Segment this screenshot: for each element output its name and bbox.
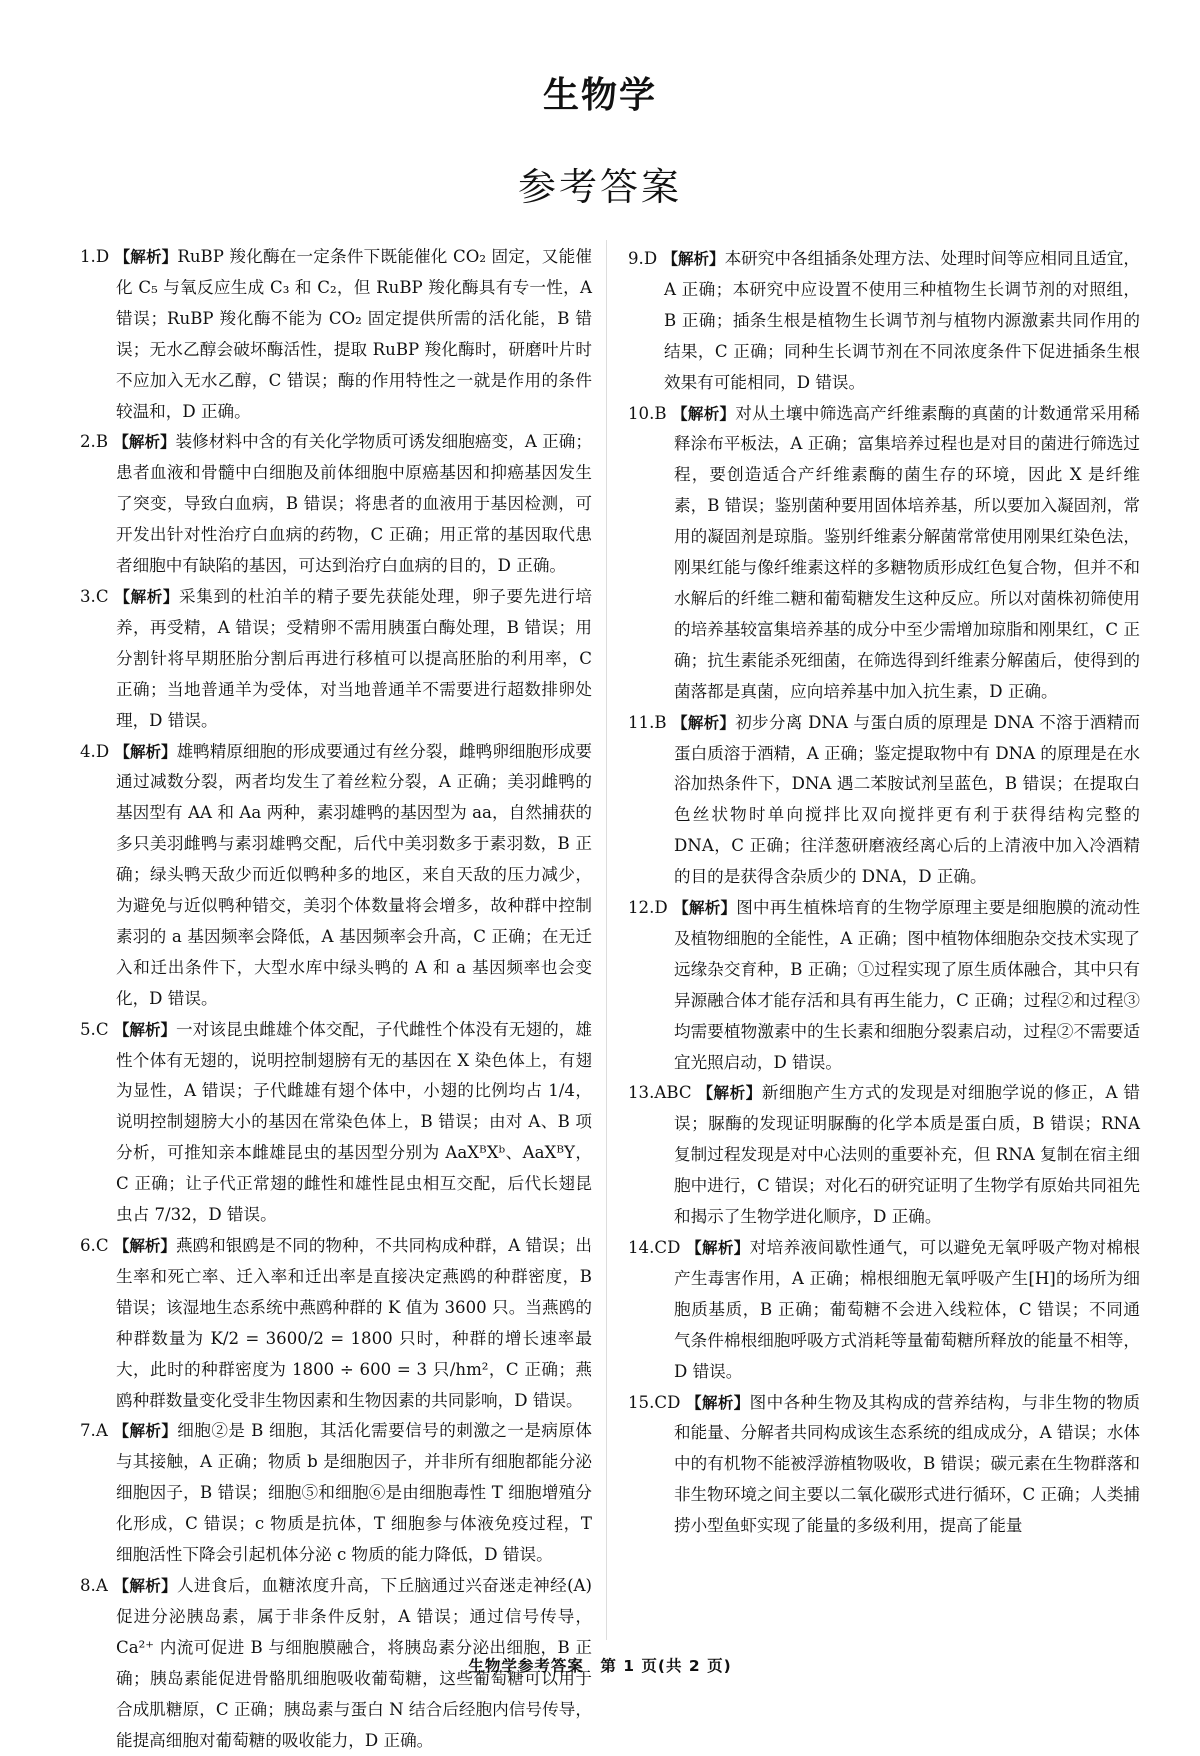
answer-item-6: 6.C 【解析】燕鸥和银鸥是不同的物种，不共同构成种群，A 错误；出生率和死亡率、迁入率和迁出率是直接决定燕鸥的种群密度，B 错误；该湿地生态系统中燕鸥种群的 K 值为 3600 只。当燕鸥的种群数量为 K/2 = 3600/2 = 1800 只时，种群的增长速率最大，此时的种群密度为 1800 ÷ 600 = 3 只/hm²，C 正确；燕鸥种群数量变化受非生物因素和生物因素的共同影响，D 错误。 bbox=[80, 1236, 592, 1410]
answers-column-right bbox=[628, 244, 1140, 1542]
answer-item-4: 4.D 【解析】雄鸭精原细胞的形成要通过有丝分裂，雌鸭卵细胞形成要通过减数分裂，两者均发生了着丝粒分裂，A 正确；美羽雌鸭的基因型有 AA 和 Aa 两种，素羽雄鸭的基因型为 aa，自然捕获的多只美羽雌鸭与素羽雄鸭交配，后代中美羽数多于素羽数，B 正确；绿头鸭天敌少而近似鸭种多的地区，来自天敌的压力减少，为避免与近似鸭种错交，美羽个体数量将会增多，故种群中控制素羽的 a 基因频率会降低，A 基因频率会升高，C 正确；在无迁入和迁出条件下，大型水库中绿头鸭的 A 和 a 基因频率也会变化，D 错误。 bbox=[80, 741, 592, 1008]
answer-item-5: 5.C 【解析】一对该昆虫雌雄个体交配，子代雌性个体没有无翅的，雄性个体有无翅的，说明控制翅膀有无的基因在 X 染色体上，有翅为显性，A 错误；子代雌雄有翅个体中，小翅的比例均占 1/4，说明控制翅膀大小的基因在常染色体上，B 错误；由对 A、B 项分析，可推知亲本雌雄昆虫的基因型分别为 AaXᴮXᵇ、AaXᴮY，C 正确；让子代正常翅的雌性和雄性昆虫相互交配，后代长翅昆虫占 7/32，D 错误。 bbox=[80, 1019, 592, 1225]
answer-item-15: 15.CD 【解析】图中各种生物及其构成的营养结构，与非生物的物质和能量、分解者共同构成该生态系统的组成成分，A 错误；水体中的有机物不能被浮游植物吸收，B 错误；碳元素在生物群落和非生物环境之间主要以二氧化碳形式进行循环，C 正确；人类捕捞小型鱼虾实现了能量的多级利用，提高了能量 bbox=[628, 1392, 1141, 1536]
page-title: 生物学 bbox=[542, 75, 657, 116]
page-footer: 生物学参考答案 第 1 页(共 2 页) bbox=[468, 1657, 732, 1675]
answer-item-8: 8.A 【解析】人进食后，血糖浓度升高，下丘脑通过兴奋迷走神经(A)促进分泌胰岛素，属于非条件反射，A 错误；通过信号传导，Ca²⁺ 内流可促进 B 与细胞膜融合，将胰岛素分泌出细胞，B 正确；胰岛素能促进骨骼肌细胞吸收葡萄糖，这些葡萄糖可以用于合成肌糖原，C 正确；胰岛素与蛋白 N 结合后经胞内信号传导，能提高细胞对葡萄糖的吸收能力，D 正确。 bbox=[80, 1575, 592, 1750]
answer-item-9: 9.D 【解析】本研究中各组插条处理方法、处理时间等应相同且适宜，A 正确；本研究中应设置不使用三种植物生长调节剂的对照组，B 正确；插条生根是植物生长调节剂与植物内源激素共同作用的结果，C 正确；同种生长调节剂在不同浓度条件下促进插条生根效果有可能相同，D 错误。 bbox=[628, 249, 1140, 392]
answer-item-11: 11.B 【解析】初步分离 DNA 与蛋白质的原理是 DNA 不溶于酒精而蛋白质溶于酒精，A 正确；鉴定提取物中有 DNA 的原理是在水浴加热条件下，DNA 遇二苯胺试剂呈蓝色，B 错误；在提取白色丝状物时单向搅拌比双向搅拌更有利于获得结构完整的 DNA，C 正确；往洋葱研磨液经离心后的上清液中加入冷酒精的目的是获得含杂质少的 DNA，D 正确。 bbox=[628, 712, 1141, 887]
answer-item-12: 12.D 【解析】图中再生植株培育的生物学原理主要是细胞膜的流动性及植物细胞的全能性，A 正确；图中植物体细胞杂交技术实现了远缘杂交育种，B 正确；①过程实现了原生质体融合，其中只有异源融合体才能存活和具有再生能力，C 正确；过程②和过程③均需要植物激素中的生长素和细胞分裂素启动，过程②不需要适宜光照启动，D 错误。 bbox=[628, 898, 1141, 1072]
answer-item-7: 7.A 【解析】细胞②是 B 细胞，其活化需要信号的刺激之一是病原体与其接触，A 正确；物质 b 是细胞因子，并非所有细胞都能分泌细胞因子，B 错误；细胞⑤和细胞⑥是由细胞毒性 T 细胞增殖分化形成，C 错误；c 物质是抗体，T 细胞参与体液免疫过程，T 细胞活性下降会引起机体分泌 c 物质的能力降低，D 错误。 bbox=[80, 1421, 592, 1565]
answers-column-left bbox=[80, 242, 592, 1756]
answer-item-3: 3.C 【解析】采集到的杜泊羊的精子要先获能处理，卵子要先进行培养，再受精，A 错误；受精卵不需用胰蛋白酶处理，B 错误；用分割针将早期胚胎分割后再进行移植可以提高胚胎的利用率，C 正确；当地普通羊为受体，对当地普通羊不需要进行超数排卵处理，D 错误。 bbox=[80, 586, 592, 730]
answer-item-13: 13.ABC 【解析】新细胞产生方式的发现是对细胞学说的修正，A 错误；脲酶的发现证明脲酶的化学本质是蛋白质，B 错误；RNA 复制过程发现是对中心法则的重要补充，但 RNA 复制在宿主细胞中进行，C 错误；对化石的研究证明了生物学有原始共同祖先和揭示了生物学进化顺序，D 正确。 bbox=[628, 1083, 1141, 1227]
answer-item-10: 10.B 【解析】对从土壤中筛选高产纤维素酶的真菌的计数通常采用稀释涂布平板法，A 正确；富集培养过程也是对目的菌进行筛选过程，要创造适合产纤维素酶的菌生存的环境，因此 X 是纤维素，B 错误；鉴别菌种要用固体培养基，所以要加入凝固剂，常用的凝固剂是琼脂。鉴别纤维素分解菌常常使用刚果红染色法，刚果红能与像纤维素这样的多糖物质形成红色复合物，但并不和水解后的纤维二糖和葡萄糖发生这种反应。所以对菌株初筛使用的培养基较富集培养基的成分中至少需增加琼脂和刚果红，C 正确；抗生素能杀死细菌，在筛选得到纤维素分解菌后，使得到的菌落都是真菌，应向培养基中加入抗生素，D 正确。 bbox=[628, 403, 1141, 701]
answer-item-14: 14.CD 【解析】对培养液间歇性通气，可以避免无氧呼吸产物对棉根产生毒害作用，A 正确；棉根细胞无氧呼吸产生[H]的场所为细胞质基质，B 正确；葡萄糖不会进入线粒体，C 错误；不同通气条件棉根细胞呼吸方式消耗等量葡萄糖所释放的能量不相等，D 错误。 bbox=[628, 1238, 1140, 1381]
page-subtitle: 参考答案 bbox=[517, 165, 682, 209]
answer-item-1: 1.D 【解析】RuBP 羧化酶在一定条件下既能催化 CO₂ 固定，又能催化 C₅ 与氧反应生成 C₃ 和 C₂，但 RuBP 羧化酶具有专一性，A 错误；RuBP 羧化酶不能为 CO₂ 固定提供所需的活化能，B 错误；无水乙醇会破坏酶活性，提取 RuBP 羧化酶时，研磨叶片时不应加入无水乙醇，C 错误；酶的作用特性之一就是作用的条件较温和，D 正确。 bbox=[80, 247, 592, 421]
column-divider bbox=[606, 240, 607, 1640]
answer-item-2: 2.B 【解析】装修材料中含的有关化学物质可诱发细胞癌变，A 正确；患者血液和骨髓中白细胞及前体细胞中原癌基因和抑癌基因发生了突变，导致白血病，B 错误；将患者的血液用于基因检测，可开发出针对性治疗白血病的药物，C 正确；用正常的基因取代患者细胞中有缺陷的基因，可达到治疗白血病的目的，D 正确。 bbox=[80, 432, 592, 576]
